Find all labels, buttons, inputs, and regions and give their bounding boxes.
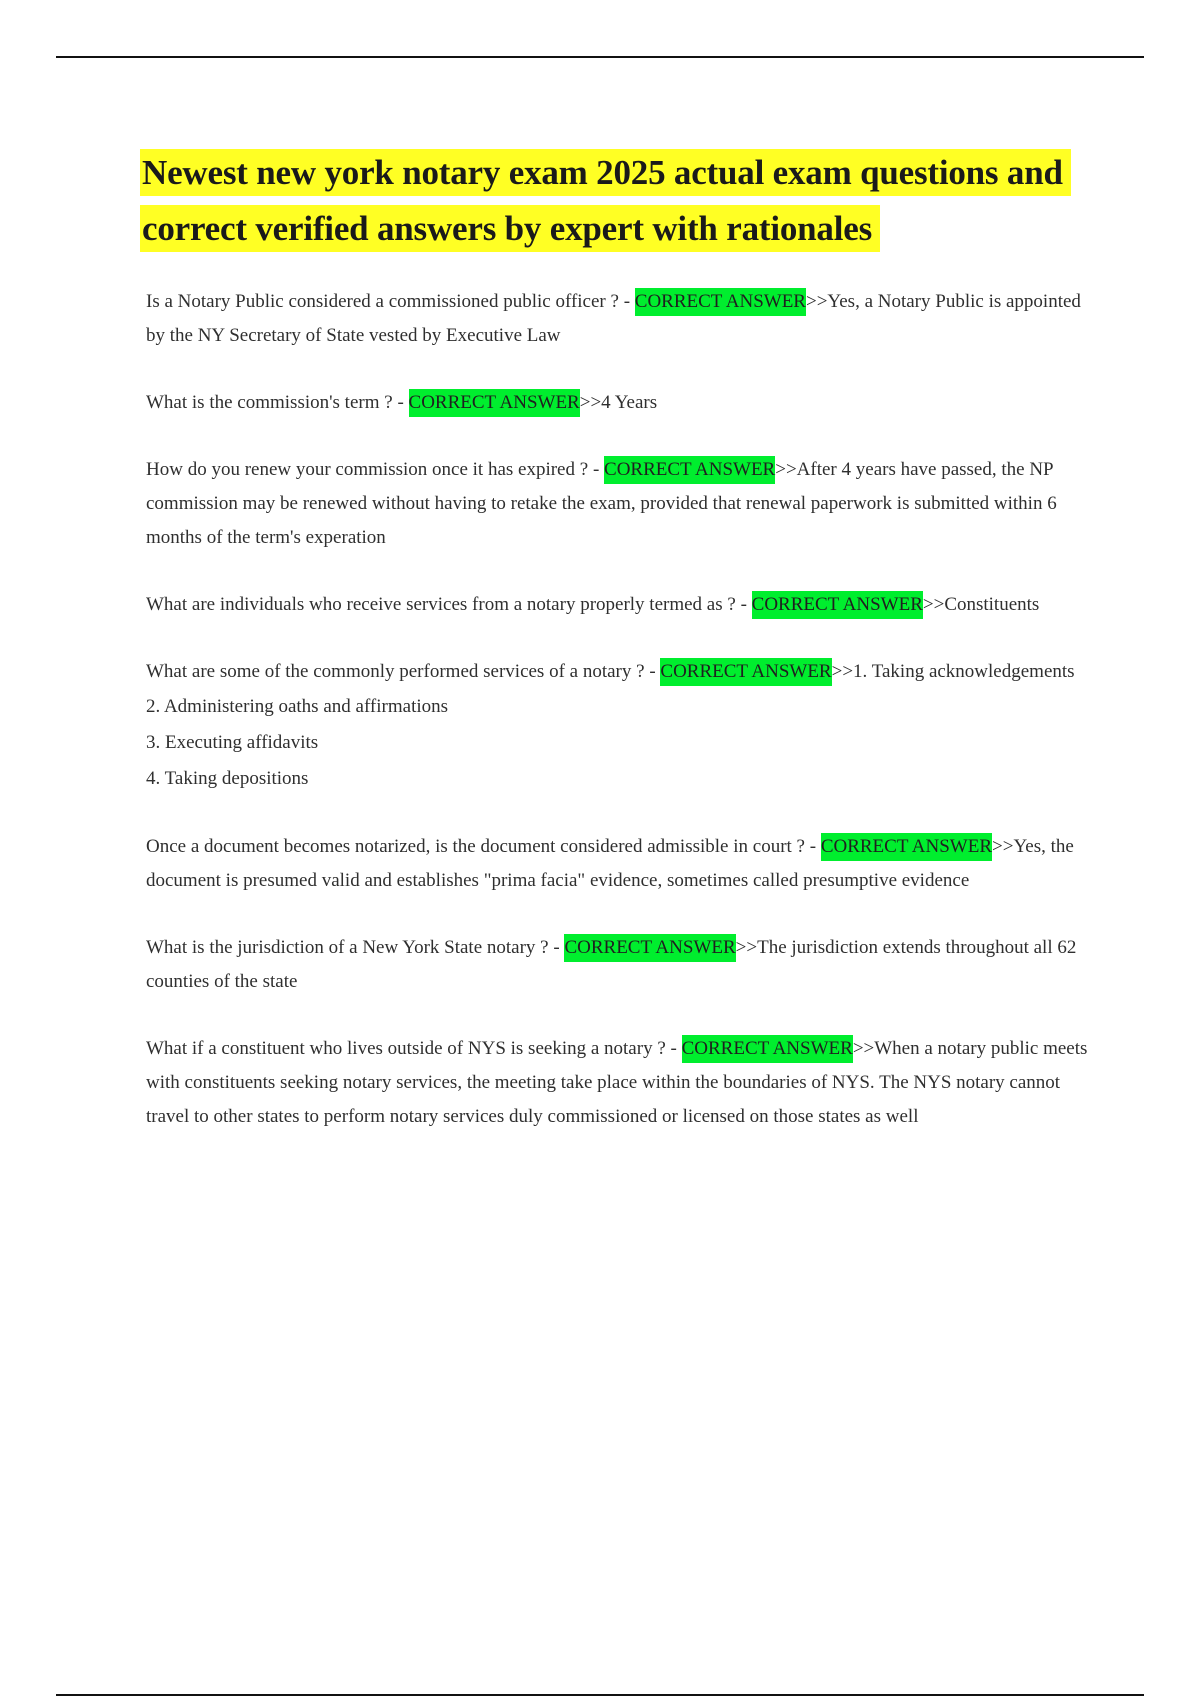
answer-list: [146, 689, 1096, 797]
correct-answer-label: CORRECT ANSWER: [604, 456, 775, 484]
answer-separator: -: [392, 392, 409, 413]
answer-separator: -: [804, 836, 821, 857]
top-rule: [56, 56, 1144, 58]
correct-answer-label: CORRECT ANSWER: [682, 1035, 853, 1063]
answer-separator: -: [735, 594, 752, 615]
qa-item: [146, 588, 1096, 622]
correct-answer-label: CORRECT ANSWER: [660, 658, 831, 686]
document-title: [140, 145, 1100, 257]
qa-item: [146, 655, 1096, 797]
document-body: [140, 145, 1100, 1167]
qa-item: [146, 1032, 1096, 1134]
qa-item: [146, 931, 1096, 999]
answer-arrow: >>: [922, 594, 945, 615]
question-text: How do you renew your commission once it has expired ?: [146, 459, 589, 480]
question-text: What is the jurisdiction of a New York State notary ?: [146, 937, 549, 958]
answer-arrow: >>: [735, 937, 758, 958]
qa-item: [146, 830, 1096, 898]
correct-answer-label: CORRECT ANSWER: [752, 591, 923, 619]
correct-answer-label: CORRECT ANSWER: [821, 833, 992, 861]
answer-text: After 4 years have passed, the NP commission may be renewed without having to retake the exam, provided that renewal paperwork is submitted within 6 months of the term's experation: [146, 459, 1057, 548]
question-text: What is the commission's term ?: [146, 392, 393, 413]
question-text: Once a document becomes notarized, is the document considered admissible in court ?: [146, 836, 805, 857]
answer-list-item: 3. Executing affidavits: [146, 732, 319, 753]
answer-list-item: 4. Taking depositions: [146, 768, 309, 789]
answer-text: Yes, a Notary Public is appointed by the NY Secretary of State vested by Executive Law: [146, 291, 1081, 346]
correct-answer-label: CORRECT ANSWER: [409, 389, 580, 417]
answer-arrow: >>: [852, 1038, 875, 1059]
answer-arrow: >>: [992, 836, 1014, 857]
correct-answer-label: CORRECT ANSWER: [564, 934, 735, 962]
qa-list: [140, 285, 1100, 1134]
answer-arrow: >>: [805, 291, 828, 312]
qa-item: [146, 285, 1096, 353]
answer-separator: -: [588, 459, 605, 480]
answer-text: 4 Years: [601, 392, 658, 413]
answer-arrow: >>: [775, 459, 797, 480]
answer-text: Yes, the document is presumed valid and establishes "prima facia" evidence, sometimes called presumptive evidence: [146, 836, 1074, 891]
answer-text: Constituents: [944, 594, 1040, 615]
answer-separator: -: [665, 1038, 682, 1059]
title-highlight: Newest new york notary exam 2025 actual exam questions and correct verified answers by expert with rationales: [140, 149, 1071, 252]
qa-item: [146, 453, 1096, 555]
question-text: What are individuals who receive services from a notary properly termed as ?: [146, 594, 736, 615]
question-text: What if a constituent who lives outside of NYS is seeking a notary ?: [146, 1038, 666, 1059]
question-text: Is a Notary Public considered a commissioned public officer ?: [146, 291, 619, 312]
question-text: What are some of the commonly performed services of a notary ?: [146, 661, 645, 682]
answer-text: When a notary public meets with constituents seeking notary services, the meeting take place within the boundaries of NYS. The NYS notary cannot travel to other states to perform notary services duly commissioned or licensed on those states as well: [146, 1038, 1088, 1127]
correct-answer-label: CORRECT ANSWER: [635, 288, 806, 316]
answer-arrow: >>: [831, 661, 854, 682]
answer-separator: -: [548, 937, 565, 958]
qa-item: [146, 386, 1096, 420]
answer-separator: -: [644, 661, 661, 682]
answer-text: The jurisdiction extends throughout all 62 counties of the state: [146, 937, 1077, 992]
answer-text: 1. Taking acknowledgements: [853, 661, 1075, 682]
answer-list-item: 2. Administering oaths and affirmations: [146, 696, 449, 717]
answer-arrow: >>: [579, 392, 602, 413]
answer-separator: -: [618, 291, 635, 312]
bottom-rule: [56, 1694, 1144, 1696]
